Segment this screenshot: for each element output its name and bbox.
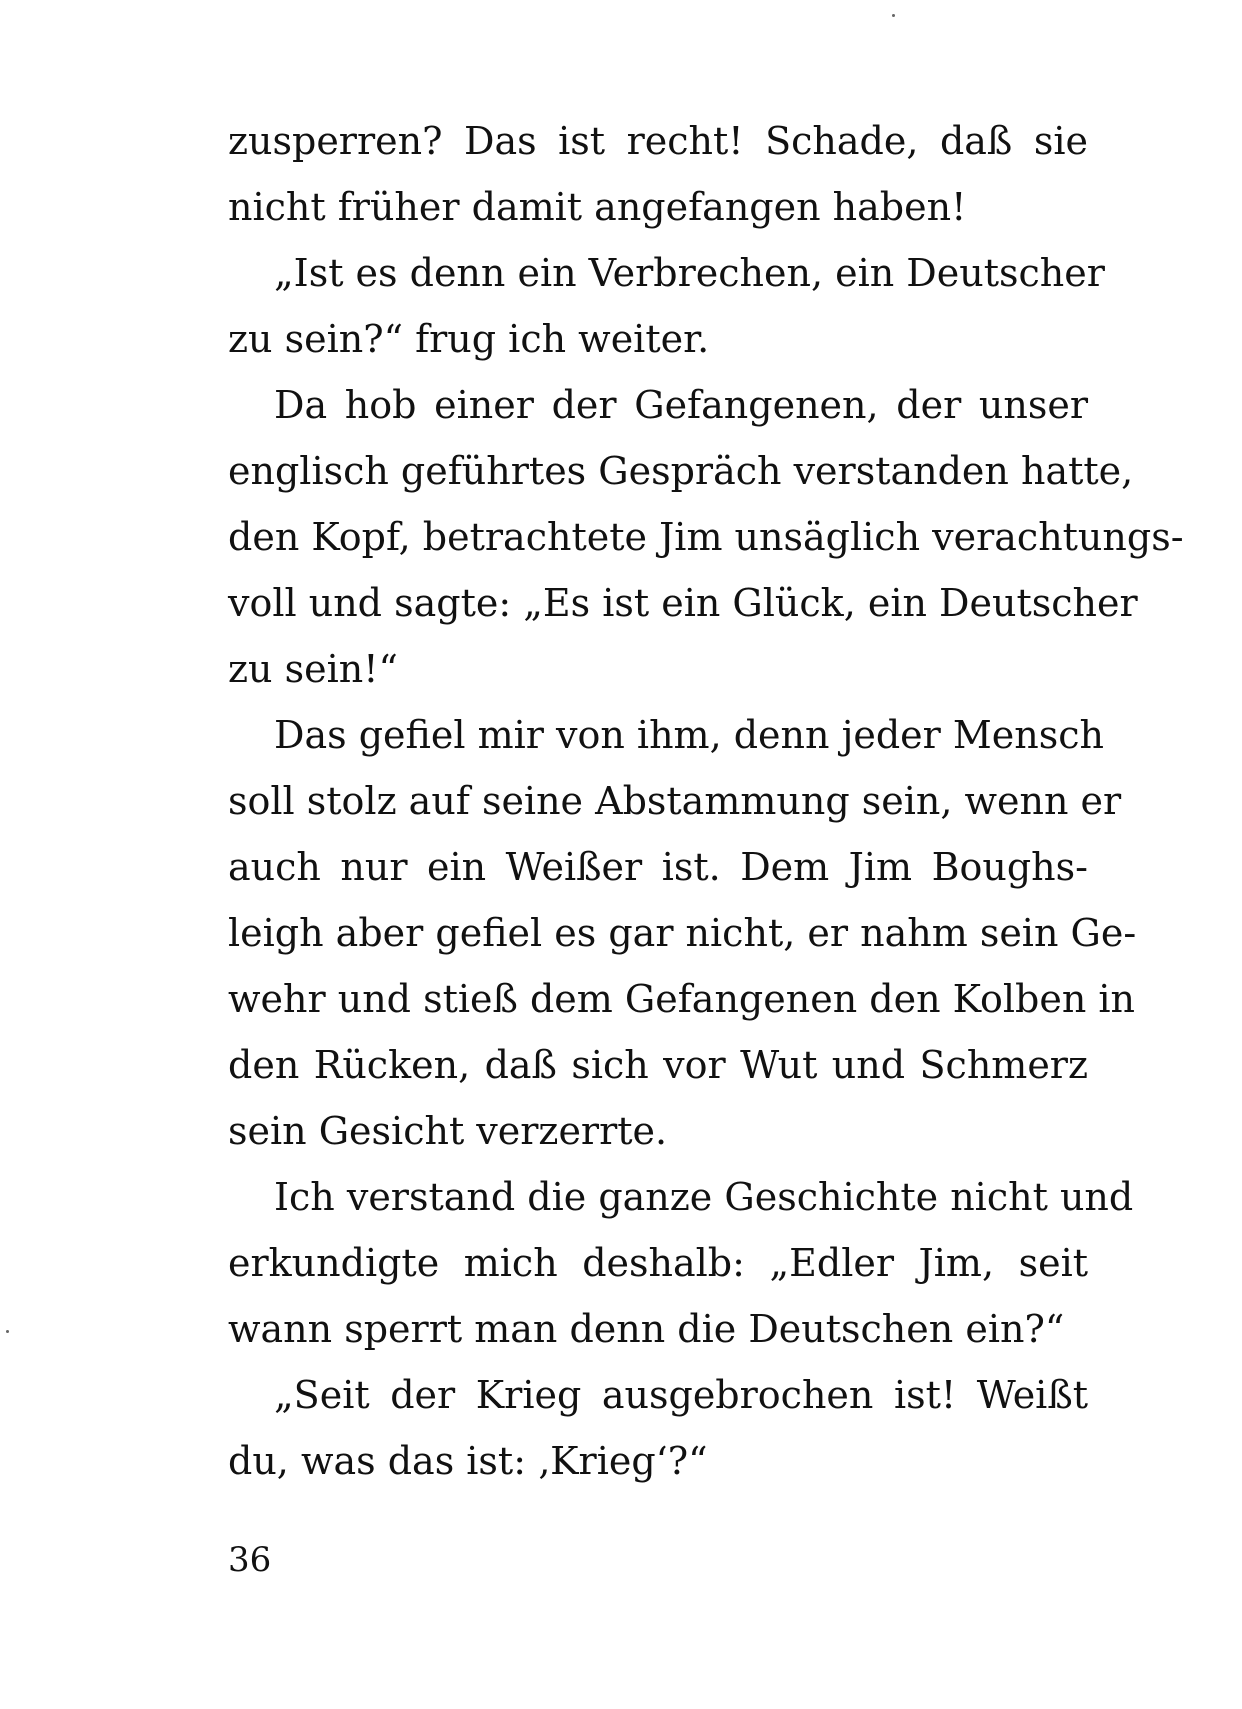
paragraph-6	[228, 1362, 1088, 1494]
text-line: wehr und stieß dem Gefangenen den Kolben in	[228, 977, 1136, 1021]
paragraph-3	[228, 372, 1184, 702]
body-text	[228, 108, 1184, 1494]
text-line: du, was das ist: ‚Krieg‘?“	[228, 1439, 708, 1483]
page-number: 36	[228, 1540, 272, 1580]
text-line: erkundigte mich deshalb: „Edler Jim, seit	[228, 1241, 1088, 1285]
text-line: „Seit der Krieg ausgebrochen ist! Weißt	[274, 1373, 1088, 1417]
text-line: Ich verstand die ganze Geschichte nicht und	[274, 1175, 1134, 1219]
text-line: „Ist es denn ein Verbrechen, ein Deutscher	[274, 251, 1105, 295]
paragraph-1	[228, 108, 1088, 240]
text-line: nicht früher damit angefangen haben!	[228, 185, 967, 229]
paragraph-4	[228, 702, 1137, 1164]
print-speck	[6, 1330, 9, 1333]
text-line: voll und sagte: „Es ist ein Glück, ein Deutscher	[228, 581, 1138, 625]
text-line: zu sein?“ frug ich weiter.	[228, 317, 710, 361]
text-line: leigh aber gefiel es gar nicht, er nahm sein Ge-	[228, 911, 1137, 955]
text-line: zusperren? Das ist recht! Schade, daß sie	[228, 119, 1088, 163]
text-line: auch nur ein Weißer ist. Dem Jim Boughs-	[228, 845, 1088, 889]
text-line: englisch geführtes Gespräch verstanden hatte,	[228, 449, 1134, 493]
text-line: den Kopf, betrachtete Jim unsäglich verachtungs-	[228, 515, 1184, 559]
text-line: zu sein!“	[228, 647, 398, 691]
text-line: sein Gesicht verzerrte.	[228, 1109, 668, 1153]
text-line: Das gefiel mir von ihm, denn jeder Mensch	[274, 713, 1105, 757]
text-line: soll stolz auf seine Abstammung sein, wenn er	[228, 779, 1122, 823]
text-line: wann sperrt man denn die Deutschen ein?“	[228, 1307, 1065, 1351]
paragraph-2	[228, 240, 1105, 372]
print-speck	[892, 14, 895, 17]
paragraph-5	[228, 1164, 1134, 1362]
text-line: Da hob einer der Gefangenen, der unser	[274, 383, 1088, 427]
text-line: den Rücken, daß sich vor Wut und Schmerz	[228, 1043, 1088, 1087]
